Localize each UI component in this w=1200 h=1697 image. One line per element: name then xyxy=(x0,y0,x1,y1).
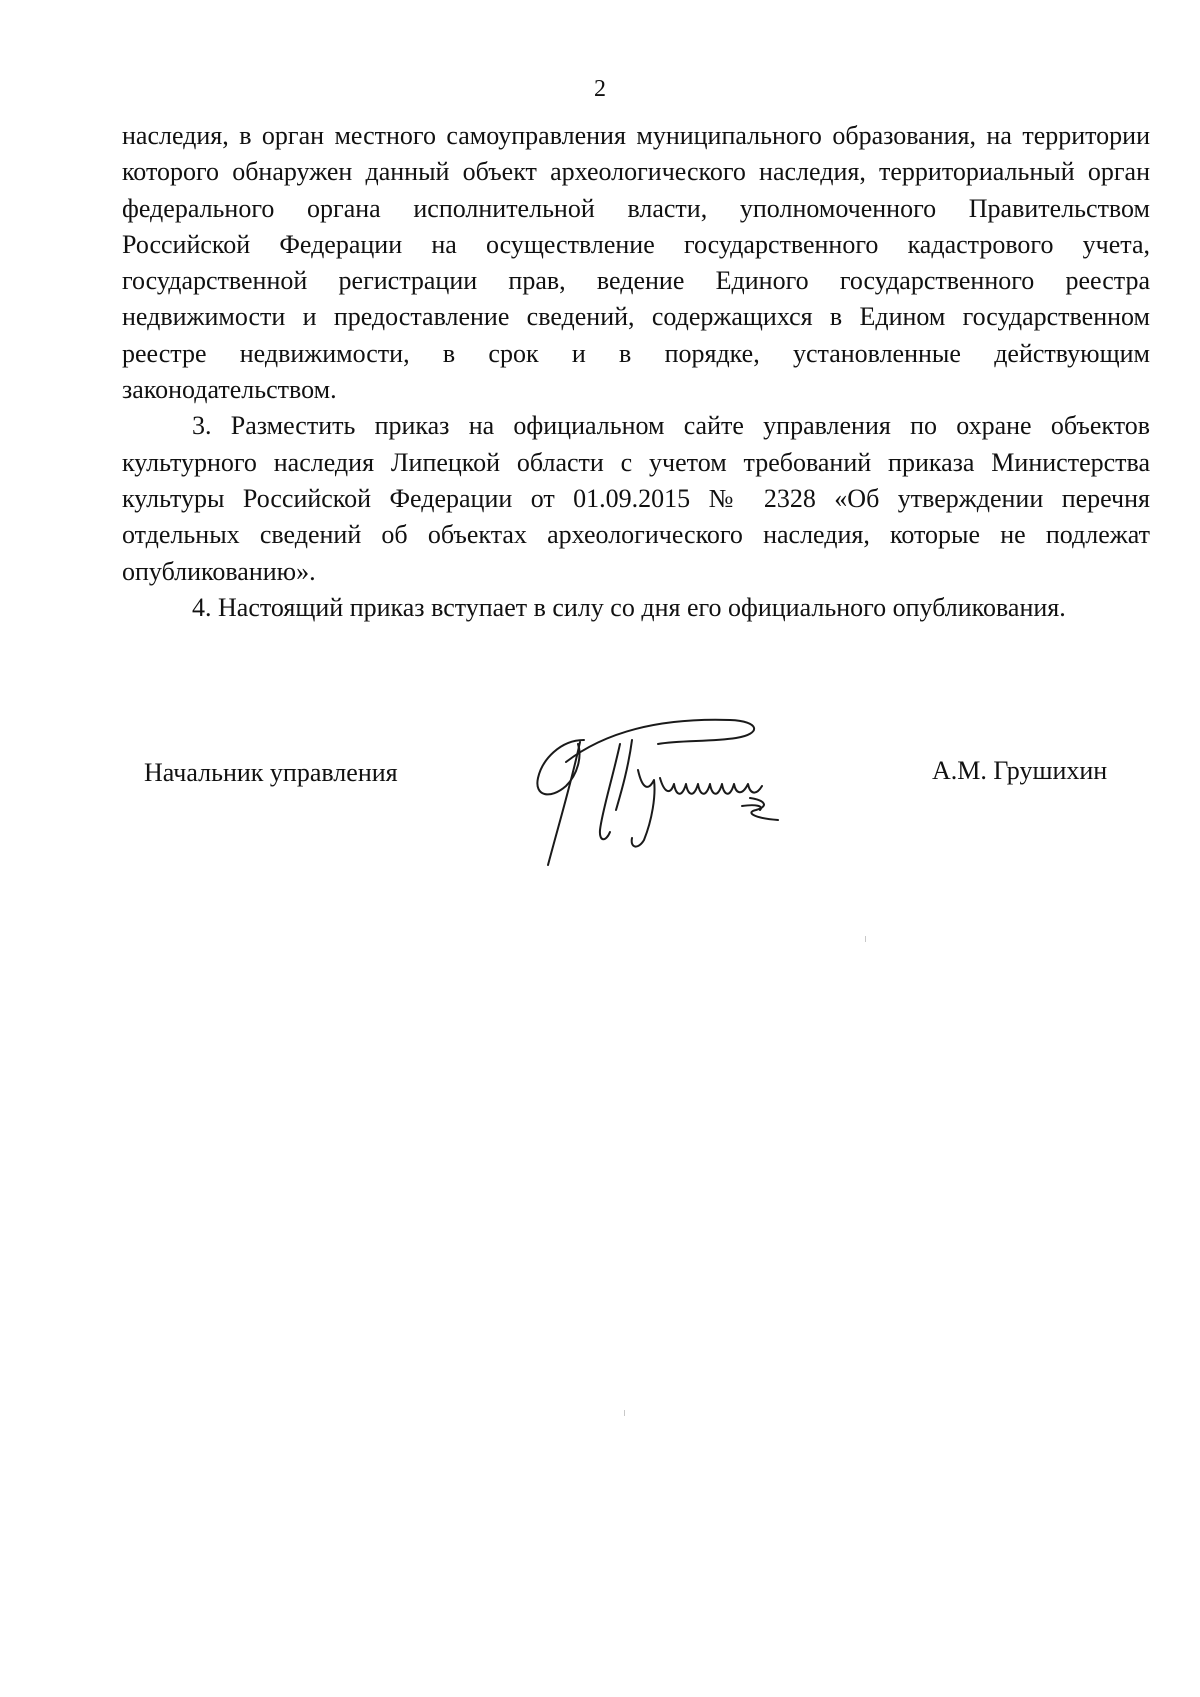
handwritten-signature-icon xyxy=(520,700,840,870)
page-number: 2 xyxy=(594,76,606,102)
scan-speck xyxy=(865,936,866,942)
document-body xyxy=(122,118,1150,626)
scan-speck xyxy=(624,1410,625,1416)
paragraph-item-3: 3. Разместить приказ на официальном сайте управления по охране объектов культурного наследия Липецкой области с учетом требований приказа Министерства культуры Российской Федерации от 01.09.2015 № 2328 «Об утверждении перечня отдельных сведений об объектах археологического наследия, которые не подлежат опубликованию». xyxy=(122,411,1150,586)
paragraph-continuation: наследия, в орган местного самоуправления муниципального образования, на территории которого обнаружен данный объект археологического наследия, территориальный орган федерального органа исполнительной власти, уполномоченного Правительством Российской Федерации на осуществление государственного кадастрового учета, государственной регистрации прав, ведение Единого государственного реестра недвижимости и предоставление сведений, содержащихся в Едином государственном реестре недвижимости, в срок и в порядке, установленные действующим законодательством. xyxy=(122,121,1150,405)
signatory-name: А.М. Грушихин xyxy=(932,756,1108,785)
paragraph-item-4: 4. Настоящий приказ вступает в силу со дня его официального опубликования. xyxy=(192,592,1066,622)
signatory-position: Начальник управления xyxy=(144,758,398,787)
